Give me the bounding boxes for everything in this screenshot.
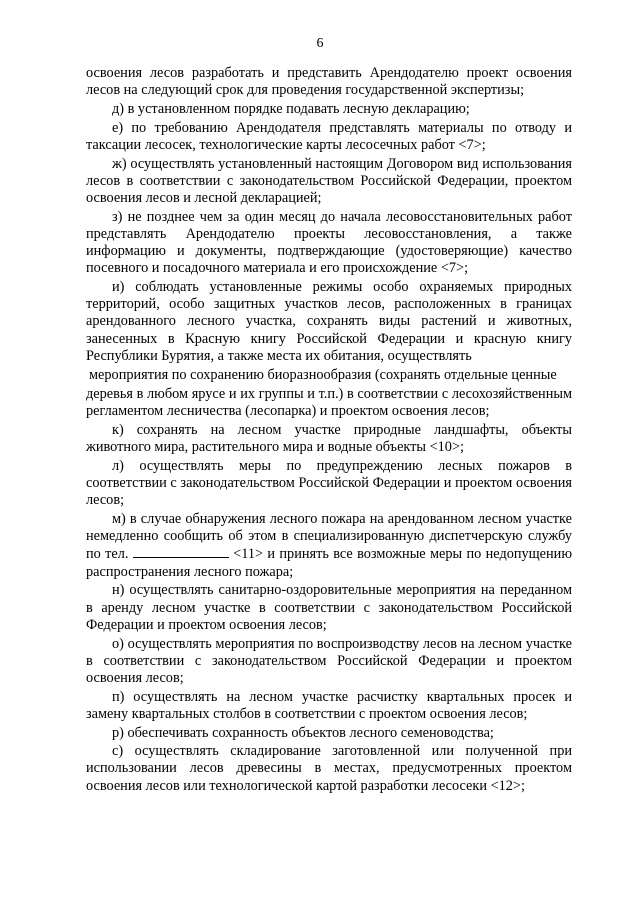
paragraph-z: з) не позднее чем за один месяц до начала лесовосстановительных работ представлять Арендодателю проекты лесовосстановления, а также информацию и документы, подтверждающие (удостоверяющие) качество посевного и посадочного материала и его происхождение <7>; [86, 208, 572, 277]
paragraph-r: р) обеспечивать сохранность объектов лесного семеноводства; [112, 724, 494, 741]
paragraph-p: п) осуществлять на лесном участке расчистку квартальных просек и замену квартальных столбов в соответствии с проектом освоения лесов; [86, 688, 572, 722]
paragraph-l: л) осуществлять меры по предупреждению лесных пожаров в соответствии с законодательством Российской Федерации и проектом освоения лесов; [86, 457, 572, 509]
paragraph-i-continued: мероприятия по сохранению биоразнообразия (сохранять отдельные ценные [89, 366, 557, 383]
page-number: 6 [316, 36, 324, 51]
paragraph-continuation: освоения лесов разработать и представить Арендодателю проект освоения лесов на следующий срок для проведения государственной экспертизы; [86, 65, 572, 99]
paragraph-n: н) осуществлять санитарно-оздоровительные мероприятия на переданном в аренду лесном участке в соответствии с законодательством Российской Федерации и проектом освоения лесов; [86, 582, 572, 633]
paragraph-m-text-before: м) в случае обнаружения лесного пожара на арендованном лесном участке немедленно сообщить об этом в специализированную диспетчерскую службу по тел. [86, 511, 572, 563]
paragraph-m [86, 511, 572, 581]
paragraph-m-text-after: <11> и принять все возможные меры по недопущению распространения лесного пожара; [86, 546, 573, 580]
paragraph-s: с) осуществлять складирование заготовленной или полученной при использовании лесов древесины в местах, предусмотренных проектом освоения лесов или технологической картой разработки лесосеки <12>; [86, 743, 572, 794]
paragraph-i-end: деревья в любом ярусе и их группы и т.п.) в соответствии с лесохозяйственным регламентом лесничества (лесопарка) и проектом освоения лесов; [86, 386, 572, 420]
paragraph-k: к) сохранять на лесном участке природные ландшафты, объекты животного мира, растительного мира и водные объекты <10>; [86, 422, 572, 456]
phone-number-blank [133, 545, 229, 558]
document-body [86, 65, 572, 795]
paragraph-i: и) соблюдать установленные режимы особо охраняемых природных территорий, особо защитных участков лесов, расположенных в границах арендованного лесного участка, сохранять виды растений и животных, занесенных в Красную книгу Российской Федерации и красную книгу Республики Бурятия, а также места их обитания, осуществлять [86, 278, 572, 364]
paragraph-zh: ж) осуществлять установленный настоящим Договором вид использования лесов в соответствии с законодательством Российской Федерации, проектом освоения лесов и лесной декларацией; [86, 155, 572, 206]
paragraph-e: е) по требованию Арендодателя представлять материалы по отводу и таксации лесосек, технологические карты лесосечных работ <7>; [86, 119, 572, 153]
paragraph-d: д) в установленном порядке подавать лесную декларацию; [112, 100, 470, 117]
paragraph-o: о) осуществлять мероприятия по воспроизводству лесов на лесном участке в соответствии с законодательством Российской Федерации и проектом освоения лесов; [86, 635, 572, 686]
